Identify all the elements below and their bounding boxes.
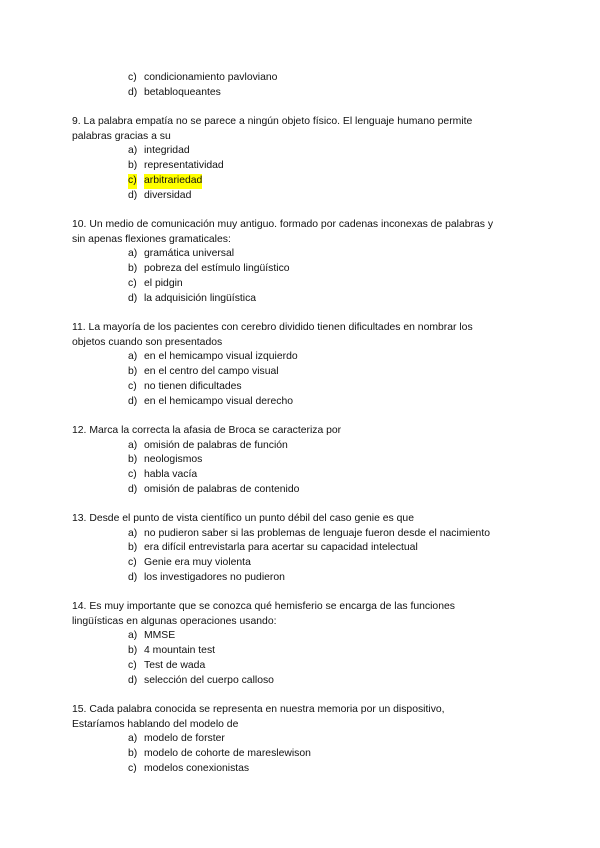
question-text-line: palabras gracias a su bbox=[72, 130, 171, 142]
option-item: a) modelo de forster bbox=[128, 733, 225, 745]
option-item: c) habla vacía bbox=[128, 469, 198, 481]
option-item: c) condicionamiento pavloviano bbox=[128, 72, 278, 83]
highlight-mark: c) bbox=[128, 174, 137, 189]
option-item: d) los investigadores no pudieron bbox=[128, 571, 285, 583]
question-10 bbox=[72, 218, 532, 306]
option-item: a) en el hemicampo visual izquierdo bbox=[128, 351, 298, 363]
question-14 bbox=[72, 600, 532, 688]
option-item: b) 4 mountain test bbox=[128, 644, 216, 656]
question-text-line: lingüísticas en algunas operaciones usando: bbox=[72, 615, 277, 627]
question-text-line: 9. La palabra empatía no se parece a ningún objeto físico. El lenguaje humano permite bbox=[72, 116, 473, 127]
question-text-line: 14. Es muy importante que se conozca qué hemisferio se encarga de las funciones bbox=[72, 601, 455, 612]
option-item: c) el pidgin bbox=[128, 277, 183, 289]
option-item: c) Test de wada bbox=[128, 659, 206, 671]
question-text-line: sin apenas flexiones gramaticales: bbox=[72, 233, 231, 245]
option-item: a) MMSE bbox=[128, 630, 176, 642]
option-item: d) en el hemicampo visual derecho bbox=[128, 395, 294, 407]
option-item: c) no tienen dificultades bbox=[128, 380, 242, 392]
option-item: b) era difícil entrevistarla para acertar su capacidad intelectual bbox=[128, 542, 418, 554]
question-13 bbox=[72, 512, 532, 586]
option-item: d) selección del cuerpo calloso bbox=[128, 674, 274, 686]
question-text-line: 13. Desde el punto de vista científico un punto débil del caso genie es que bbox=[72, 513, 414, 524]
option-item: b) neologismos bbox=[128, 454, 203, 466]
question-text-line: objetos cuando son presentados bbox=[72, 336, 223, 348]
question-12 bbox=[72, 424, 532, 498]
question-text-line: 10. Un medio de comunicación muy antiguo. formado por cadenas inconexas de palabras y bbox=[72, 219, 494, 230]
option-item: a) gramática universal bbox=[128, 248, 235, 260]
option-item: b) pobreza del estímulo lingüístico bbox=[128, 262, 290, 274]
question-text-line: 15. Cada palabra conocida se representa en nuestra memoria por un dispositivo, bbox=[72, 704, 445, 715]
option-item: b) en el centro del campo visual bbox=[128, 365, 279, 377]
option-item: a) no pudieron saber si las problemas de lenguaje fueron desde el nacimiento bbox=[128, 527, 491, 539]
option-item: c) Genie era muy violenta bbox=[128, 557, 251, 569]
option-item: b) modelo de cohorte de mareslewison bbox=[128, 747, 311, 759]
question-text-line: 11. La mayoría de los pacientes con cerebro dividido tienen dificultades en nombrar los bbox=[72, 322, 473, 333]
option-item: a) integridad bbox=[128, 145, 190, 157]
option-item: d) omisión de palabras de contenido bbox=[128, 483, 300, 495]
question-9 bbox=[72, 115, 532, 203]
option-item: c) modelos conexionistas bbox=[128, 762, 250, 774]
option-item: b) representatividad bbox=[128, 159, 224, 171]
highlight-mark: arbitrariedad bbox=[144, 174, 202, 189]
question-15 bbox=[72, 703, 532, 777]
option-item: d) la adquisición lingüística bbox=[128, 292, 257, 304]
option-item: d) betabloqueantes bbox=[128, 86, 221, 98]
option-item: a) omisión de palabras de función bbox=[128, 439, 288, 451]
question-11 bbox=[72, 321, 532, 409]
continuation-options bbox=[72, 71, 532, 101]
option-item: d) diversidad bbox=[128, 189, 192, 201]
option-item-highlighted bbox=[72, 174, 532, 189]
question-text-line: 12. Marca la correcta la afasia de Broca se caracteriza por bbox=[72, 425, 342, 436]
question-text-line: Estaríamos hablando del modelo de bbox=[72, 718, 239, 730]
